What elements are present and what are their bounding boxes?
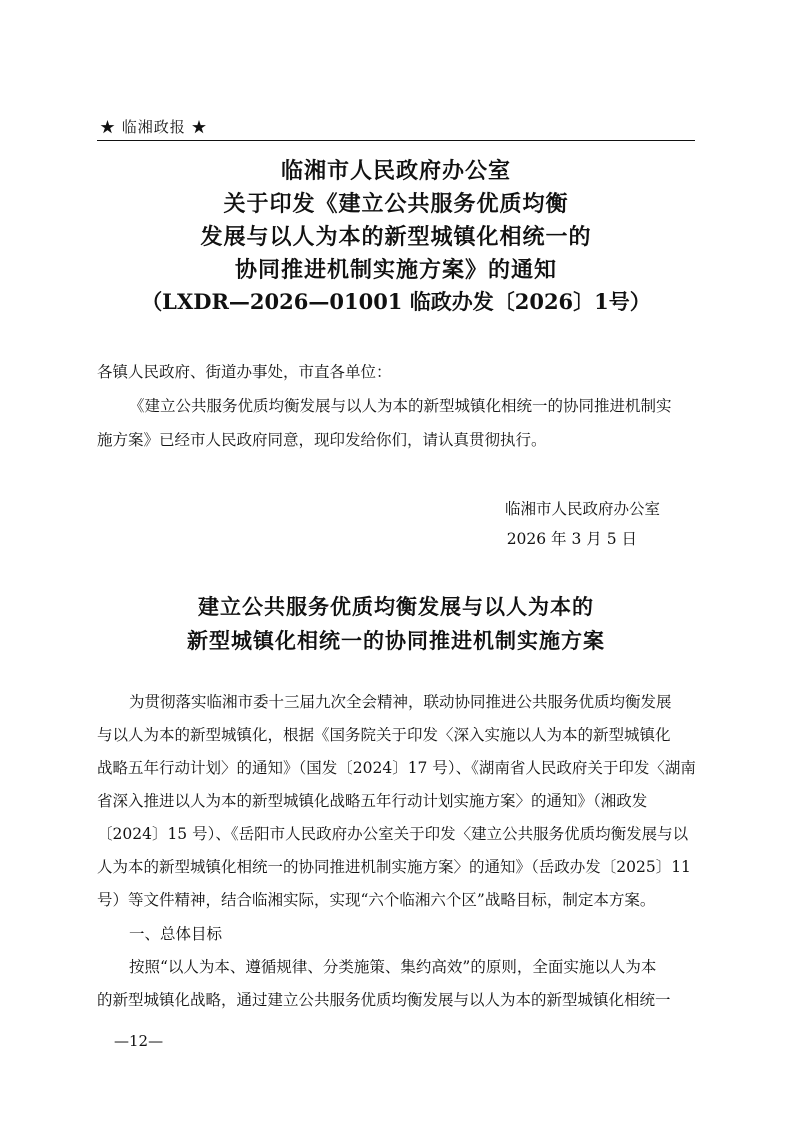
plan-title-line-1: 建立公共服务优质均衡发展与以人为本的 bbox=[198, 594, 594, 619]
notice-title-line-2: 关于印发《建立公共服务优质均衡 bbox=[223, 191, 569, 217]
notice-title-line-3: 发展与以人为本的新型城镇化相统一的 bbox=[200, 224, 592, 250]
signature-office: 临湘市人民政府办公室 bbox=[504, 500, 660, 518]
plan-body-line-3: 战略五年行动计划〉的通知》（国发〔2024〕17 号）、《湖南省人民政府关于印发〈湖南 bbox=[97, 759, 696, 777]
document-number: （LXDR—2026—01001 临政办发〔2026〕1号） bbox=[141, 289, 651, 314]
section-heading: 一、总体目标 bbox=[129, 925, 223, 943]
plan-body-line-7: 号）等文件精神，结合临湘实际，实现“六个临湘六个区”战略目标，制定本方案。 bbox=[97, 891, 656, 909]
notice-title-line-4: 协同推进机制实施方案》的通知 bbox=[234, 257, 557, 283]
signature-date: 2026 年 3 月 5 日 bbox=[506, 530, 637, 548]
plan-body-line-4: 省深入推进以人为本的新型城镇化战略五年行动计划实施方案〉的通知》（湘政发 bbox=[97, 792, 648, 810]
header-rule bbox=[97, 140, 695, 141]
plan-body-line-1: 为贯彻落实临湘市委十三届九次全会精神，联动协同推进公共服务优质均衡发展 bbox=[129, 693, 672, 711]
notice-body-line-1: 《建立公共服务优质均衡发展与以人为本的新型城镇化相统一的协同推进机制实 bbox=[129, 397, 672, 415]
section-body-line-2: 的新型城镇化战略，通过建立公共服务优质均衡发展与以人为本的新型城镇化相统一 bbox=[97, 991, 671, 1009]
notice-body-line-2: 施方案》已经市人民政府同意，现印发给你们，请认真贯彻执行。 bbox=[97, 431, 547, 449]
plan-title-line-2: 新型城镇化相统一的协同推进机制实施方案 bbox=[187, 628, 605, 653]
plan-body-line-6: 人为本的新型城镇化相统一的协同推进机制实施方案〉的通知》（岳政办发〔2025〕11 bbox=[97, 858, 691, 876]
publication-header: ★ 临湘政报 ★ bbox=[100, 118, 208, 136]
plan-body-line-5: 〔2024〕15 号）、《岳阳市人民政府办公室关于印发〈建立公共服务优质均衡发展与以 bbox=[97, 825, 689, 843]
plan-body-line-2: 与以人为本的新型城镇化，根据《国务院关于印发〈深入实施以人为本的新型城镇化 bbox=[97, 726, 671, 744]
recipients: 各镇人民政府、街道办事处，市直各单位： bbox=[97, 363, 392, 381]
section-body-line-1: 按照“以人为本、遵循规律、分类施策、集约高效”的原则，全面实施以人为本 bbox=[129, 958, 657, 976]
page-number: —12— bbox=[114, 1032, 164, 1050]
notice-title-line-1: 临湘市人民政府办公室 bbox=[280, 158, 511, 184]
